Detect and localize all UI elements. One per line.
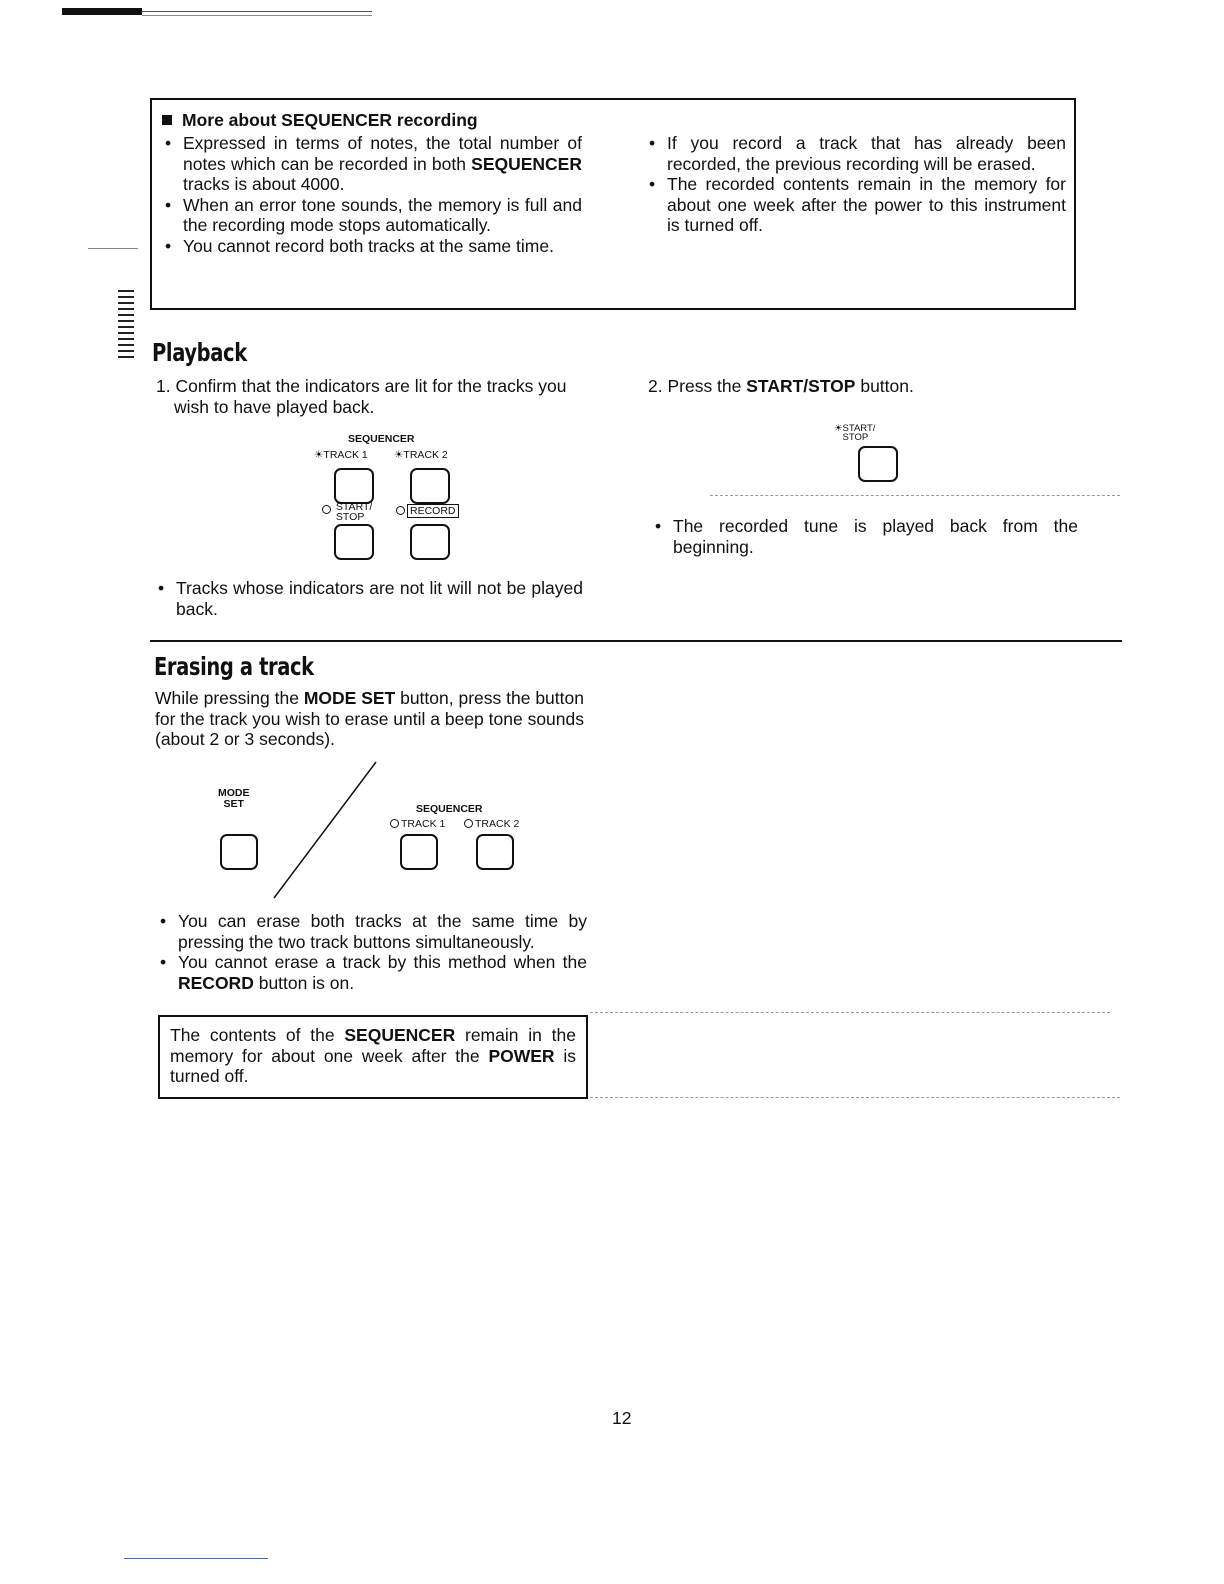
- erase-diagram: [200, 760, 540, 900]
- lit-indicator-icon: ☀: [394, 449, 404, 461]
- indicator-circle-icon: [464, 819, 473, 828]
- scan-artifact-line: [142, 11, 372, 16]
- sequencer-label: SEQUENCER: [348, 433, 415, 445]
- erasing-notes: [157, 911, 587, 993]
- start-stop-lit-label: ☀START/ STOP: [834, 423, 876, 443]
- faint-rule: [590, 1012, 1110, 1013]
- track2-button[interactable]: [476, 834, 514, 870]
- box-left-list: [162, 133, 582, 257]
- square-bullet-icon: [162, 115, 172, 125]
- start-stop-diagram: [830, 418, 910, 488]
- record-label: RECORD: [396, 506, 459, 517]
- start-stop-button[interactable]: [334, 524, 374, 560]
- memory-note-box: [158, 1015, 588, 1099]
- slash-divider: [260, 760, 380, 900]
- indicator-circle-icon: [396, 506, 405, 515]
- track2-label: TRACK 2: [464, 819, 519, 830]
- box-heading: More about SEQUENCER recording: [162, 110, 478, 131]
- track1-indicator-label: ☀TRACK 1: [314, 449, 368, 461]
- section-divider: [150, 640, 1122, 642]
- list-item: • You cannot record both tracks at the same time.: [162, 236, 582, 257]
- list-item: • You cannot erase a track by this method when the RECORD button is on.: [157, 952, 587, 993]
- start-stop-button[interactable]: [858, 446, 898, 482]
- start-stop-label: START/ STOP: [322, 502, 372, 522]
- memory-note-text: The contents of the SEQUENCER remain in the memory for about one week after the POWER is turned off.: [170, 1025, 577, 1087]
- playback-panel-diagram: [300, 428, 500, 568]
- faint-rule: [590, 1097, 1120, 1098]
- lit-indicator-icon: ☀: [834, 423, 843, 434]
- sequencer-info-box: [150, 98, 1076, 310]
- indicator-circle-icon: [322, 505, 331, 514]
- page-number: 12: [612, 1408, 632, 1428]
- playback-note-right: [652, 516, 1078, 557]
- track1-label: TRACK 1: [390, 819, 445, 830]
- track1-button[interactable]: [334, 468, 374, 504]
- mode-set-label: MODE SET: [218, 787, 250, 810]
- margin-marks: [118, 290, 134, 360]
- lit-indicator-icon: ☀: [314, 449, 324, 461]
- playback-step-1: 1. Confirm that the indicators are lit for the tracks you wish to have played back.: [156, 376, 567, 417]
- scan-artifact-bar: [62, 8, 142, 15]
- bottom-rule: [124, 1558, 268, 1559]
- erasing-title: Erasing a track: [154, 652, 314, 681]
- box-right-list: [646, 133, 1066, 236]
- erasing-intro: While pressing the MODE SET button, press the button for the track you wish to erase until a beep tone sounds (about 2 or 3 seconds).: [155, 688, 585, 750]
- track1-button[interactable]: [400, 834, 438, 870]
- list-item: • The recorded tune is played back from the beginning.: [652, 516, 1078, 557]
- faint-rule: [710, 495, 1120, 496]
- playback-note-left: [155, 578, 583, 619]
- list-item: • Expressed in terms of notes, the total number of notes which can be recorded in both SEQUENCER tracks is about 4000.: [162, 133, 582, 195]
- track2-button[interactable]: [410, 468, 450, 504]
- margin-rule: [88, 248, 138, 249]
- sequencer-label: SEQUENCER: [416, 803, 483, 815]
- playback-title: Playback: [152, 338, 247, 367]
- record-button[interactable]: [410, 524, 450, 560]
- playback-step-2: 2. Press the START/STOP button.: [648, 376, 914, 396]
- indicator-circle-icon: [390, 819, 399, 828]
- list-item: • You can erase both tracks at the same time by pressing the two track buttons simultaneously.: [157, 911, 587, 952]
- list-item: • When an error tone sounds, the memory is full and the recording mode stops automatically.: [162, 195, 582, 236]
- track2-indicator-label: ☀TRACK 2: [394, 449, 448, 461]
- list-item: • If you record a track that has already been recorded, the previous recording will be erased.: [646, 133, 1066, 174]
- list-item: • Tracks whose indicators are not lit will not be played back.: [155, 578, 583, 619]
- mode-set-button[interactable]: [220, 834, 258, 870]
- list-item: • The recorded contents remain in the memory for about one week after the power to this instrument is turned off.: [646, 174, 1066, 236]
